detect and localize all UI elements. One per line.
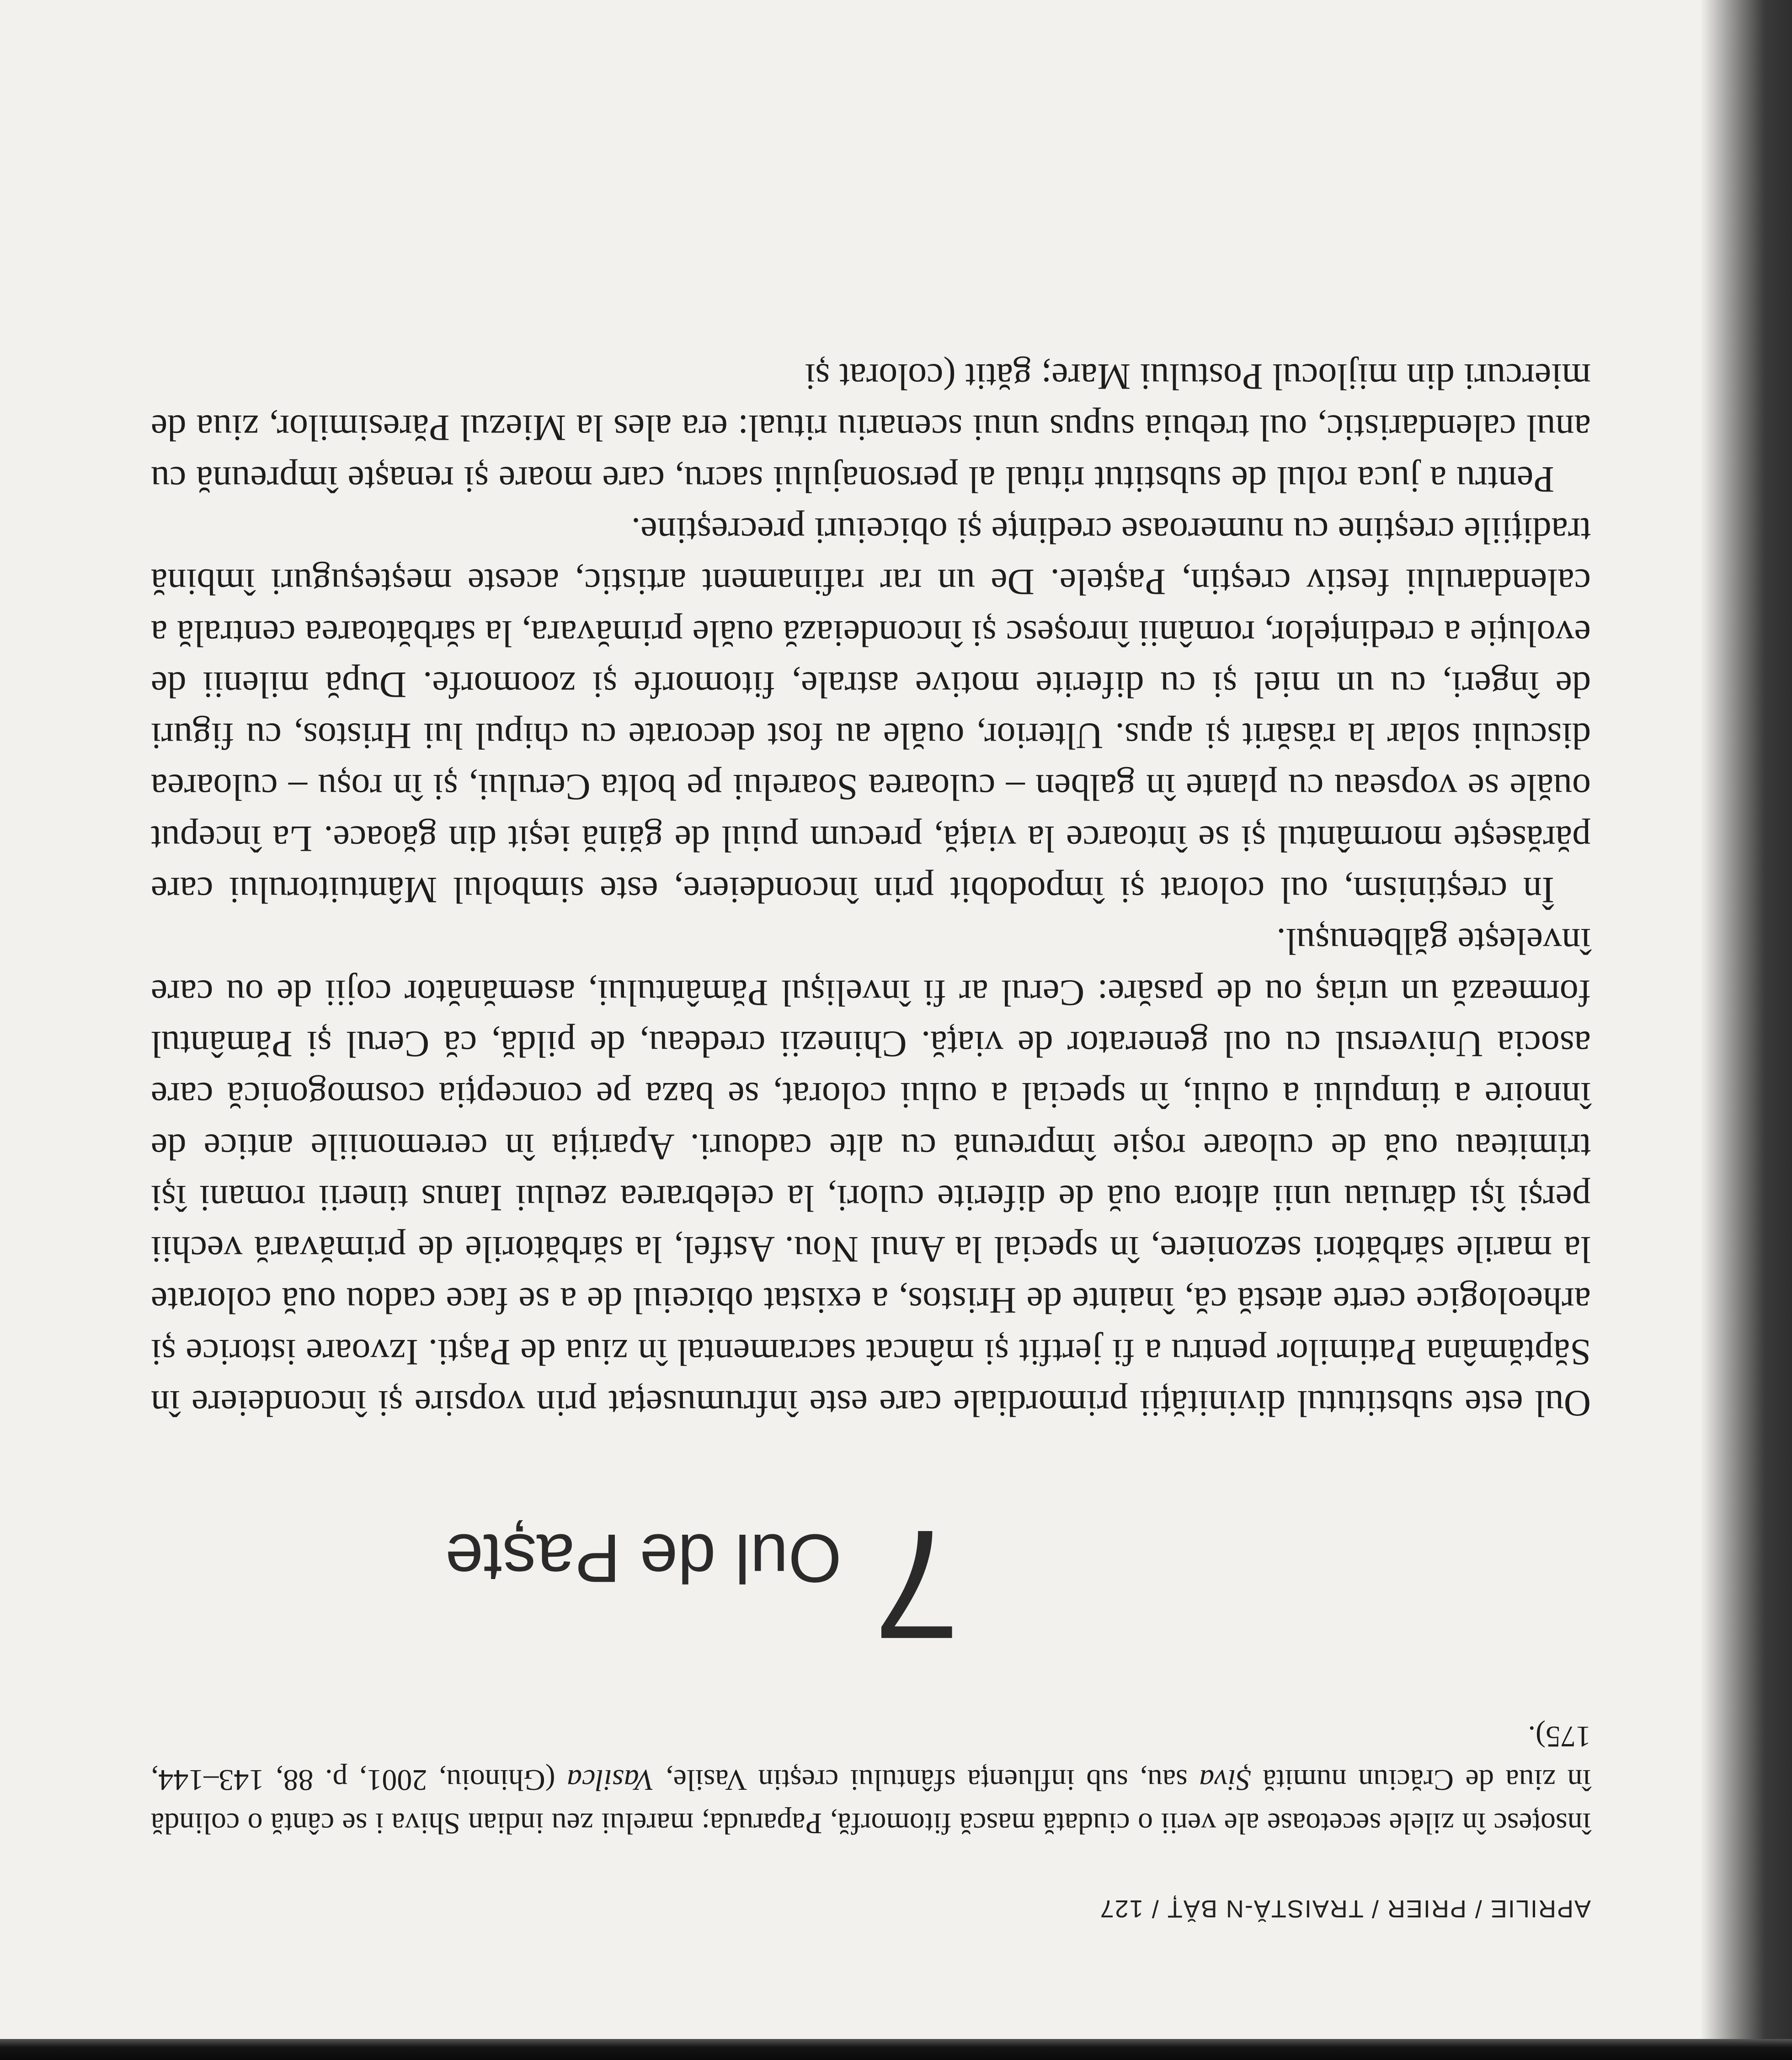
body-text [151, 351, 1591, 1429]
footnote-text [151, 1715, 1591, 1845]
paragraph-1: Oul este substitutul divinității primordiale care este înfrumusețat prin vopsire și încondeiere în Săptămâna Patimilor pentru a fi jertfit și mâncat sacramental în ziua de Paști. Izvoare istorice și arheologice certe atestă că, înainte de Hristos, a existat obiceiul de a se face cadou ouă colorate la marile sărbători sezoniere, în special la Anul Nou. Astfel, la sărbătorile de primăvară vechii perși își dăruiau unii altora ouă de diferite culori, la celebrarea zeului Ianus tinerii romani își trimiteau ouă de culoare roșie împreună cu alte cadouri. Apariția în ceremoniile antice de înnoire a timpului a oului, în special a oului colorat, se baza pe concepția cosmogonică care asocia Universul cu oul generator de viață. Chinezii credeau, de pildă, că Cerul și Pământul formează un uriaș ou de pasăre: Cerul ar fi învelișul Pământului, asemănător cojii de ou care învelește gălbenușul. [151, 921, 1591, 1425]
chapter-title: Oul de Paște [445, 1520, 842, 1597]
footnote-part-3: (Ghinoiu, 2001, p. 88, 143–144, 175). [151, 1720, 1591, 1797]
paragraph-3: Pentru a juca rolul de substitut ritual al personajului sacru, care moare și renaște împreună cu anul calendaristic, oul trebuia supus unui scenariu ritual: era ales la Miezul Păresimilor, ziua de miercuri din mijlocul Postului Mare; gătit (colorat și [151, 356, 1591, 501]
running-header: APRILIE / PRIER / TRAISTĂ-N BĂȚ / 127 [1099, 1895, 1591, 1922]
chapter-heading [445, 1498, 960, 1671]
paragraph-2: În creștinism, oul colorat și împodobit prin încondeiere, este simbolul Mântuitorului care părăsește mormântul și se întoarce la viață, precum puiul de găină ieșit din găoace. La început ouăle se vopseau cu plante în galben – culoarea Soarelui pe bolta Cerului, și în roșu – culoarea discului solar la răsărit și apus. Ulterior, ouăle au fost decorate cu chipul lui Hristos, cu figuri de îngeri, cu un miel și cu diferite motive astrale, fitomorfe și zoomorfe. După milenii de evoluție a credințelor, românii înroșesc și încondeiază ouăle primăvara, la sărbătoarea centrală a calendarului festiv creștin, Paștele. De un rar rafinament artistic, aceste meșteșuguri îmbină tradițiile creștine cu numeroase credințe și obiceiuri precreștine. [151, 510, 1591, 912]
footnote-siva: Șiva [1199, 1763, 1251, 1797]
chapter-number: 7 [873, 1498, 960, 1671]
footnote-part-1: însoțesc în zilele secetoase ale verii o ciudată mască fitomorfă, Paparuda; marelui zeu indian Shiva i se cântă o colindă în ziua de Crăciun numită [151, 1763, 1591, 1840]
book-page [142, 58, 1591, 1923]
footnote-vasilca: Vasilca [567, 1763, 654, 1797]
footnote-part-2: sau, sub influența sfântului creștin Vasile, [654, 1763, 1200, 1797]
